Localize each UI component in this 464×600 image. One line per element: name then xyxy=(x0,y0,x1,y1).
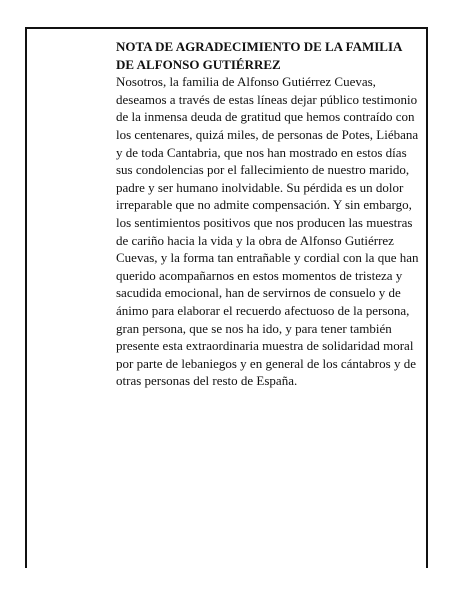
page-border-right xyxy=(426,27,428,568)
note-title: NOTA DE AGRADECIMIENTO DE LA FAMILIA DE ALFONSO GUTIÉRREZ xyxy=(116,39,402,72)
note-body: Nosotros, la familia de Alfonso Gutiérrez Cuevas, deseamos a través de estas líneas dejar público testimonio de la inmensa deuda de gratitud que hemos contraído con los centenares, quizá miles, de personas de Potes, Liébana y de toda Cantabria, que nos han mostrado en estos días sus condolencias por el fallecimiento de nuestro marido, padre y ser humano inolvidable. Su pérdida es un dolor irreparable que no admite compensación. Y sin embargo, los sentimientos positivos que nos producen las muestras de cariño hacia la vida y la obra de Alfonso Gutiérrez Cuevas, y la forma tan entrañable y cordial con la que han querido acompañarnos en estos momentos de tristeza y sacudida emocional, han de servirnos de consuelo y de ánimo para elaborar el recuerdo afectuoso de la persona, gran persona, que se nos ha ido, y para tener también presente esta extraordinaria muestra de solidaridad moral por parte de lebaniegos y en general de los cántabros y de otras personas del resto de España. xyxy=(116,74,419,389)
page-border-left xyxy=(25,27,27,568)
page-border-top xyxy=(25,27,428,29)
note-content xyxy=(116,38,422,390)
